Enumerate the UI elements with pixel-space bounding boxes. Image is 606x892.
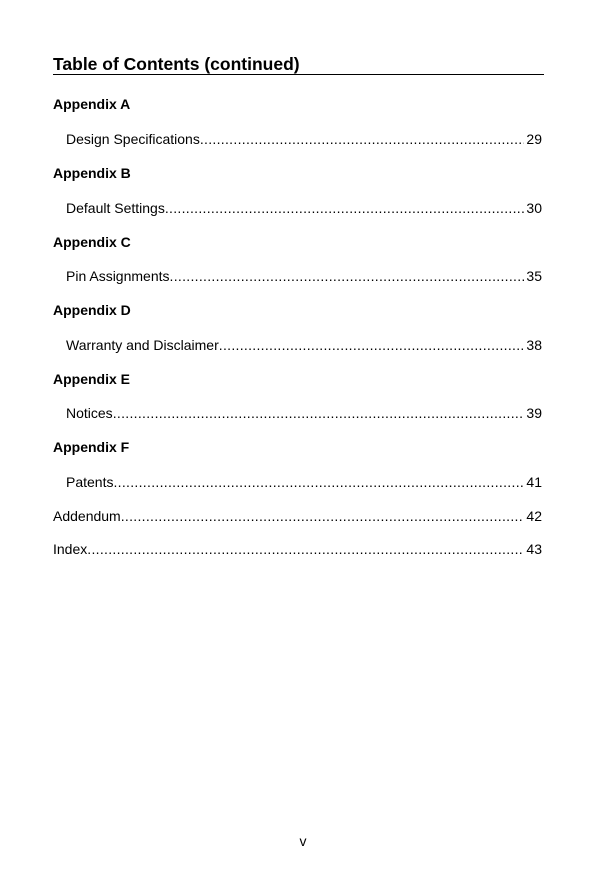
toc-entry-label: Default Settings (66, 200, 165, 216)
toc-entry-default-settings[interactable] (66, 200, 542, 217)
section-heading-appendix-b: Appendix B (53, 165, 131, 181)
toc-title-rule (53, 54, 544, 75)
toc-entry-page: 35 (526, 268, 542, 284)
dot-leader (200, 131, 525, 148)
toc-entry-label: Index (53, 541, 88, 557)
toc-entry-index[interactable] (53, 541, 542, 558)
toc-entry-label: Design Specifications (66, 131, 200, 147)
toc-entry-label: Warranty and Disclaimer (66, 337, 219, 353)
toc-entry-page: 38 (526, 337, 542, 353)
section-heading-appendix-f: Appendix F (53, 439, 130, 455)
toc-entry-warranty-and-disclaimer[interactable] (66, 337, 542, 354)
dot-leader (113, 474, 524, 491)
page-number: v (299, 833, 307, 849)
dot-leader (165, 200, 525, 217)
toc-entry-label: Notices (66, 405, 113, 421)
toc-entry-design-specifications[interactable] (66, 131, 542, 148)
toc-entry-page: 29 (526, 131, 542, 147)
toc-entry-page: 30 (526, 200, 542, 216)
dot-leader (170, 268, 525, 285)
toc-entry-page: 42 (526, 508, 542, 524)
page-title: Table of Contents (continued) (53, 54, 300, 74)
dot-leader (219, 337, 525, 354)
toc-entry-label: Patents (66, 474, 114, 490)
section-heading-appendix-d: Appendix D (53, 302, 131, 318)
toc-entry-addendum[interactable] (53, 508, 542, 525)
section-heading-appendix-c: Appendix C (53, 234, 131, 250)
toc-entry-page: 41 (526, 474, 542, 490)
toc-entry-pin-assignments[interactable] (66, 268, 542, 285)
dot-leader (121, 508, 525, 525)
toc-entry-patents[interactable] (66, 474, 542, 491)
toc-entry-notices[interactable] (66, 405, 542, 422)
toc-entry-label: Addendum (53, 508, 121, 524)
section-heading-appendix-e: Appendix E (53, 371, 131, 387)
section-heading-appendix-a: Appendix A (53, 96, 131, 112)
toc-entry-page: 39 (526, 405, 542, 421)
dot-leader (113, 405, 525, 422)
dot-leader (87, 541, 524, 558)
toc-entry-label: Pin Assignments (66, 268, 170, 284)
toc-entry-page: 43 (526, 541, 542, 557)
